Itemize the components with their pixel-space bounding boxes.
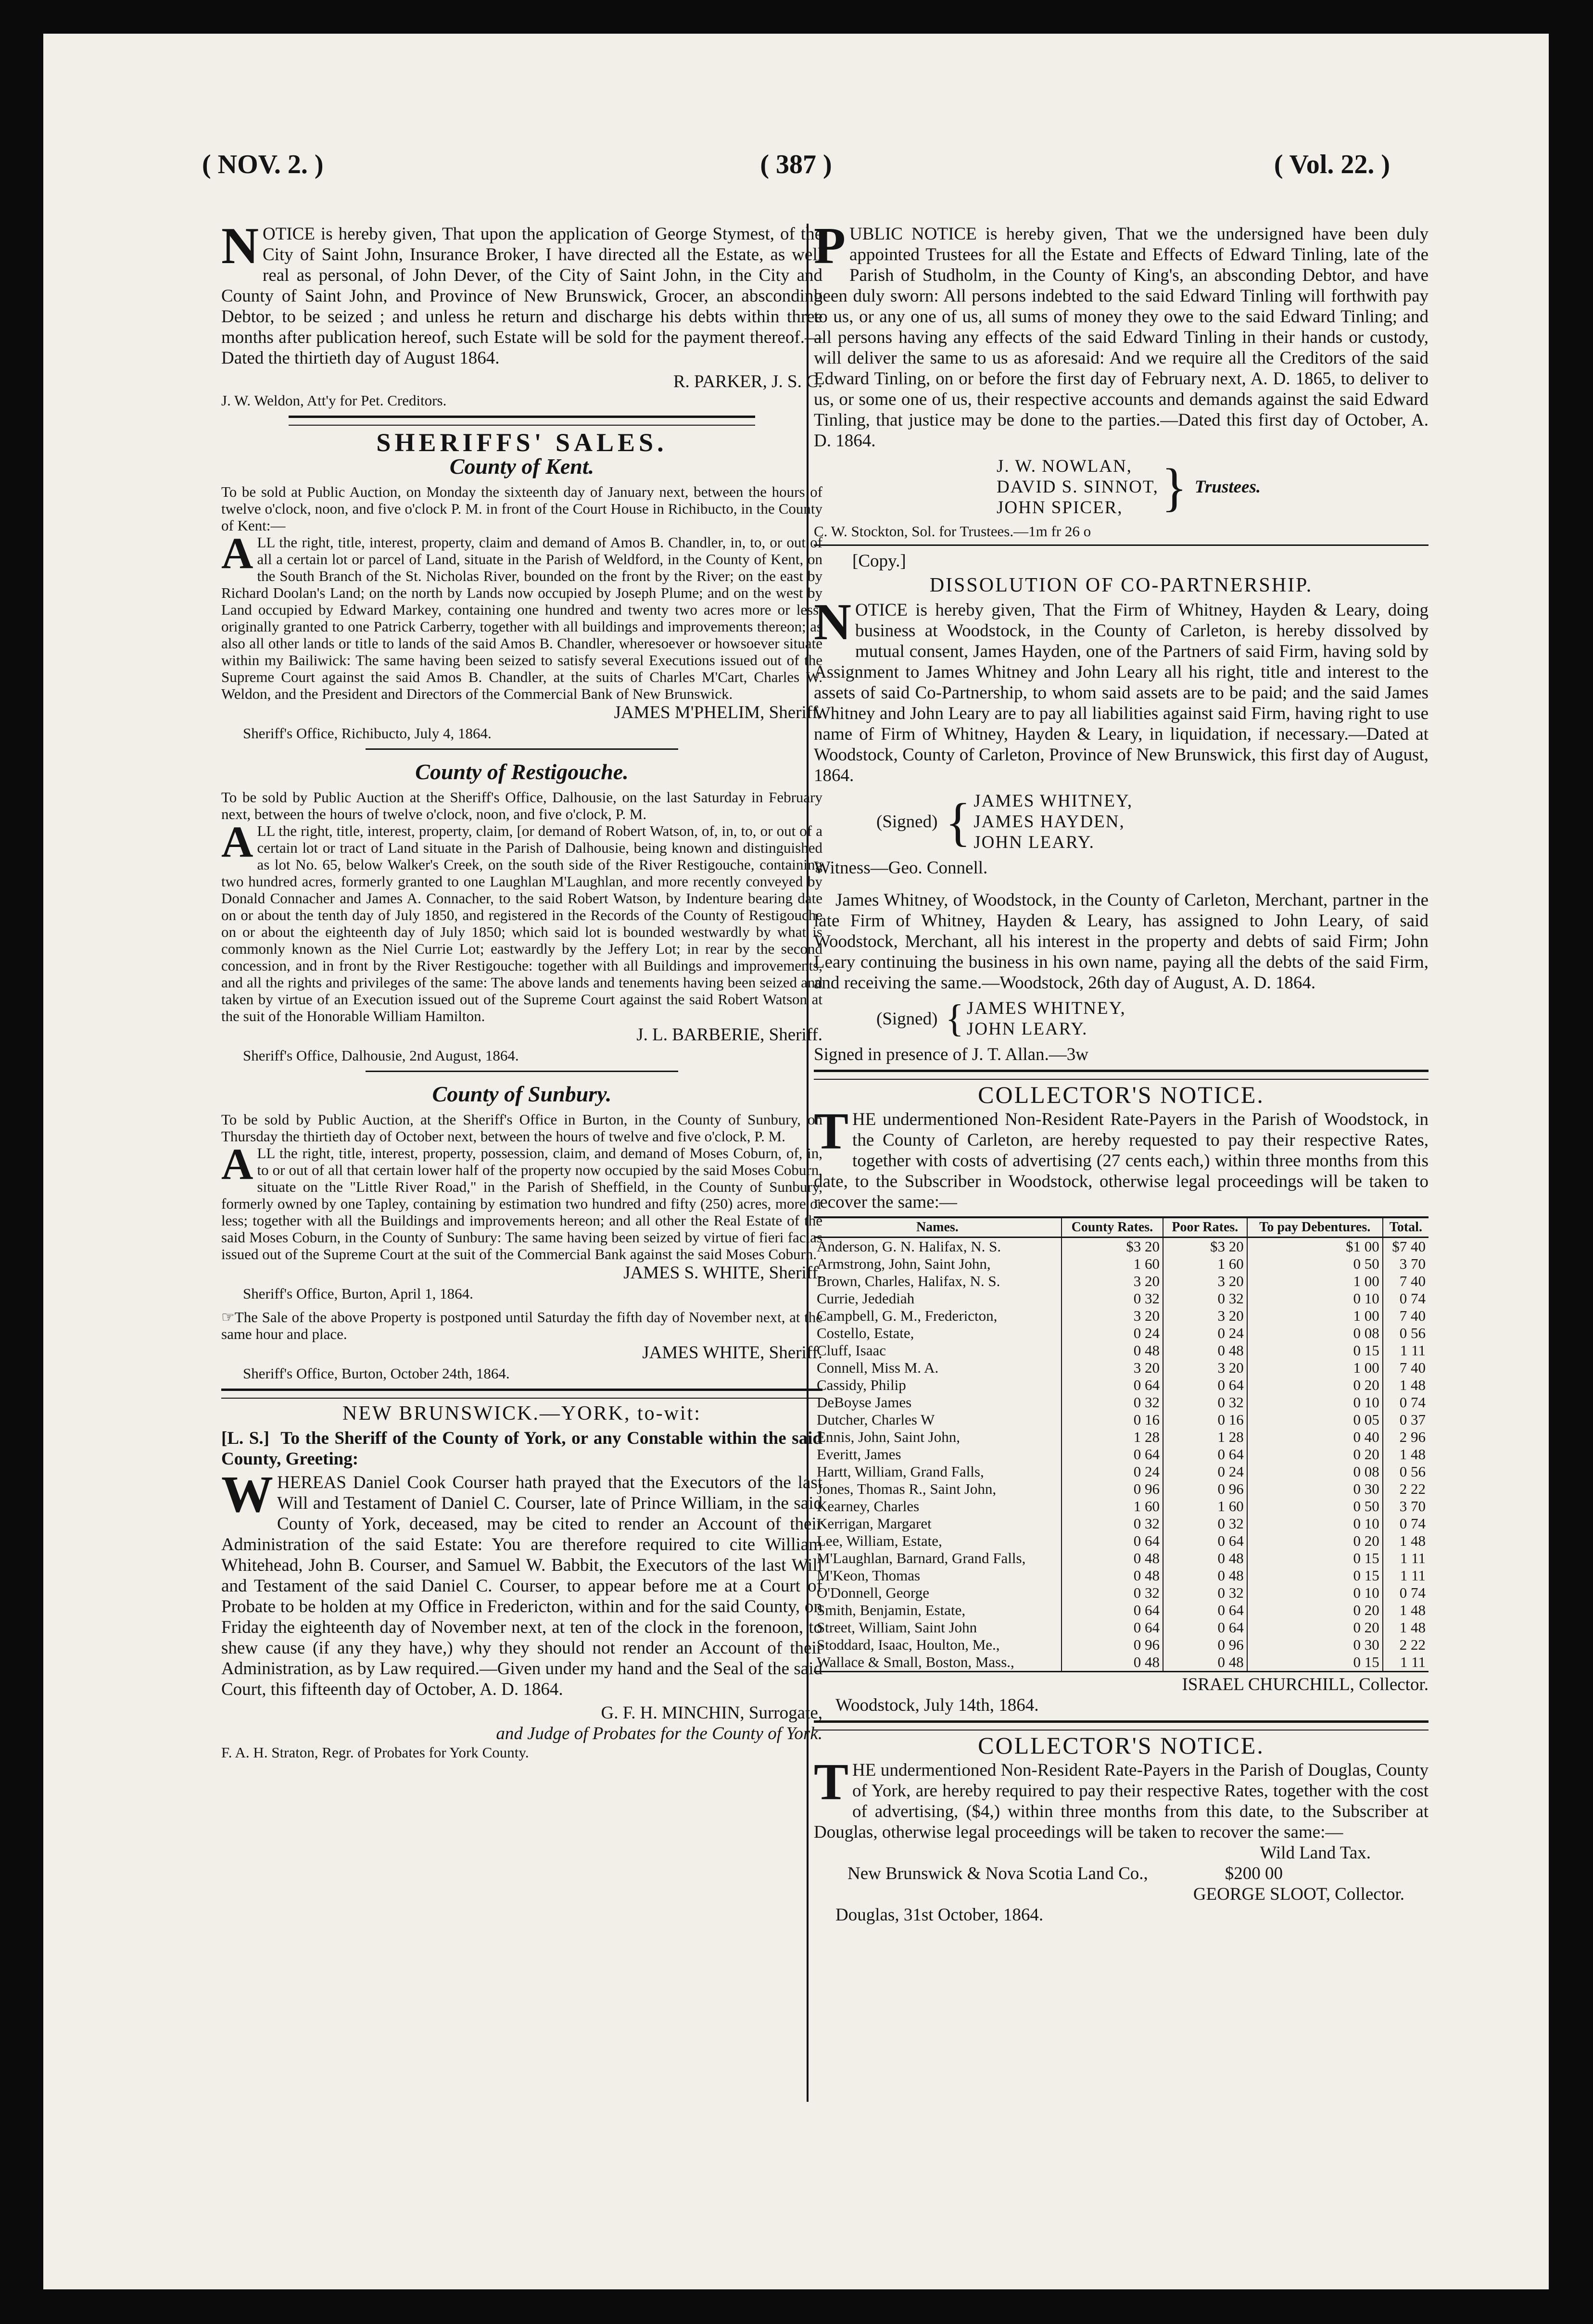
rate-cell: 1 48 bbox=[1383, 1446, 1429, 1463]
payer-name-cell: Costello, Estate, bbox=[817, 1325, 914, 1341]
payer-name-cell: Campbell, G. M., Fredericton, bbox=[817, 1307, 998, 1324]
rate-cell: 1 00 bbox=[1247, 1307, 1383, 1325]
table-row bbox=[814, 1636, 1429, 1654]
tinling-public-notice bbox=[814, 217, 1429, 540]
sale-intro: To be sold by Public Auction at the Sheriff's Office, Dalhousie, on the last Saturday in February next, between the hours of twelve o'clock, noon, and five o'clock, P. M. bbox=[221, 789, 822, 822]
payer-name-cell: M'Keon, Thomas bbox=[817, 1567, 921, 1584]
probate-notice bbox=[221, 1403, 822, 1761]
section-rule bbox=[814, 1070, 1429, 1080]
payer-name-cell: Wallace & Small, Boston, Mass., bbox=[814, 1654, 1062, 1672]
divider bbox=[366, 1071, 678, 1072]
drop-cap: N bbox=[814, 594, 851, 651]
rate-cell: 3 70 bbox=[1383, 1498, 1429, 1515]
drop-cap: P bbox=[814, 217, 846, 275]
signer-name: JAMES HAYDEN, bbox=[974, 812, 1125, 832]
trustee-name: DAVID S. SINNOT, bbox=[997, 477, 1159, 497]
table-row bbox=[814, 1273, 1429, 1290]
page-number: ( 387 ) bbox=[760, 150, 832, 179]
payer-name-cell: Cluff, Isaac bbox=[817, 1342, 886, 1359]
payer-name-cell: Connell, Miss M. A. bbox=[817, 1359, 939, 1376]
brace-glyph: } bbox=[1161, 457, 1187, 517]
rate-cell: 0 48 bbox=[1163, 1567, 1247, 1584]
rate-cell: 3 70 bbox=[1383, 1255, 1429, 1273]
notice-signer: R. PARKER, J. S. C. bbox=[673, 372, 822, 392]
rate-cell: 7 40 bbox=[1383, 1307, 1429, 1325]
payer-name-cell: Street, William, Saint John bbox=[817, 1619, 977, 1636]
issue-date: ( NOV. 2. ) bbox=[202, 150, 324, 179]
rate-cell: 0 64 bbox=[1163, 1619, 1247, 1636]
rate-cell: 7 40 bbox=[1383, 1273, 1429, 1290]
assignment-text: James Whitney, of Woodstock, in the County of Carleton, Merchant, partner in the late Firm of Whitney, Hayden & Leary, has assigned to John Leary, of said Woodstock, Merchant, all his interest in the property and debts of said Firm; John Leary continuing the business in his own name, paying all the debts of the said Firm, and receiving the same.—Woodstock, 26th day of August, A. D. 1864. bbox=[814, 890, 1429, 993]
rate-cell: 1 11 bbox=[1383, 1342, 1429, 1359]
partners-signature bbox=[876, 791, 1429, 853]
rate-cell: 0 40 bbox=[1247, 1428, 1383, 1446]
rate-cell: 1 48 bbox=[1383, 1377, 1429, 1394]
rates-table bbox=[814, 1216, 1429, 1672]
rate-cell: 0 50 bbox=[1247, 1498, 1383, 1515]
drop-cap: N bbox=[221, 217, 259, 275]
signed-label: (Signed) bbox=[876, 1009, 938, 1029]
table-row bbox=[814, 1394, 1429, 1411]
rate-cell: 0 32 bbox=[1163, 1584, 1247, 1602]
rates-table-body bbox=[814, 1238, 1429, 1672]
rate-cell: 0 20 bbox=[1247, 1602, 1383, 1619]
section-rule bbox=[814, 1720, 1429, 1730]
trustee-name: JOHN SPICER, bbox=[997, 498, 1123, 518]
payer-name-cell: Armstrong, John, Saint John, bbox=[817, 1255, 991, 1272]
table-row bbox=[814, 1654, 1429, 1672]
rate-cell: 7 40 bbox=[1383, 1359, 1429, 1377]
sheriff-office: Sheriff's Office, Burton, April 1, 1864. bbox=[243, 1285, 473, 1302]
assignment-signature bbox=[876, 998, 1429, 1039]
trustees-label: Trustees. bbox=[1194, 477, 1261, 497]
table-row bbox=[814, 1584, 1429, 1602]
left-column bbox=[221, 217, 823, 1761]
rate-cell: 0 32 bbox=[1163, 1394, 1247, 1411]
rate-cell: 0 10 bbox=[1247, 1394, 1383, 1411]
rate-cell: 0 15 bbox=[1247, 1342, 1383, 1359]
rate-cell: 1 28 bbox=[1163, 1428, 1247, 1446]
payer-name-cell: Hartt, William, Grand Falls, bbox=[817, 1463, 984, 1480]
rate-cell: 0 24 bbox=[1163, 1463, 1247, 1480]
rate-cell: 1 60 bbox=[1062, 1255, 1163, 1273]
collector-name: ISRAEL CHURCHILL, Collector. bbox=[1182, 1675, 1429, 1694]
probate-address: To the Sheriff of the County of York, or any Constable within the said County, Greeting: bbox=[221, 1428, 823, 1469]
trustees-signature bbox=[997, 456, 1429, 518]
payer-name-cell: Cassidy, Philip bbox=[817, 1377, 906, 1393]
rate-cell: 0 08 bbox=[1247, 1463, 1383, 1480]
column-header: County Rates. bbox=[1062, 1217, 1163, 1238]
rate-cell: 1 00 bbox=[1247, 1359, 1383, 1377]
rate-cell: 0 74 bbox=[1383, 1290, 1429, 1307]
rate-cell: 0 15 bbox=[1247, 1567, 1383, 1584]
table-row bbox=[814, 1359, 1429, 1377]
rate-cell: 0 15 bbox=[1247, 1550, 1383, 1567]
rate-cell: 0 10 bbox=[1247, 1290, 1383, 1307]
rate-cell: 3 20 bbox=[1062, 1273, 1163, 1290]
rate-cell: 0 48 bbox=[1062, 1567, 1163, 1584]
rate-cell: 0 20 bbox=[1247, 1532, 1383, 1550]
column-header: Poor Rates. bbox=[1163, 1217, 1247, 1238]
table-row bbox=[814, 1290, 1429, 1307]
payer-name-cell: Kearney, Charles bbox=[817, 1498, 920, 1515]
rate-cell: 0 20 bbox=[1247, 1619, 1383, 1636]
rate-cell: 0 24 bbox=[1163, 1325, 1247, 1342]
brace-glyph: { bbox=[945, 792, 971, 851]
dissolution-title: DISSOLUTION OF CO-PARTNERSHIP. bbox=[929, 574, 1313, 596]
sale-body: LL the right, title, interest, property, possession, claim, and demand of Moses Coburn, of, in, to or out of all that certain lower half of the property now occupied by the said Moses Coburn, situate on the "Little River Road," in the Parish of Sheffield, in the County of Sunbury, formerly owned by one Tapley, containing by estimation two hundred and fifty (250) acres, more or less; together with all the Buildings and improvements hereon; and all other the Real Estate of the said Moses Coburn, in the County of Sunbury: The same having been seized by virtue of fieri facias issued out of the Supreme Court at the suit of the Commercial Bank against the said Moses Coburn. bbox=[221, 1145, 822, 1263]
rate-cell: 1 11 bbox=[1383, 1567, 1429, 1584]
newspaper-page bbox=[43, 34, 1549, 2289]
rate-cell: $3 20 bbox=[1163, 1238, 1247, 1256]
sheriff-name: J. L. BARBERIE, Sheriff. bbox=[636, 1025, 822, 1045]
payer-name-cell: Lee, William, Estate, bbox=[817, 1532, 942, 1549]
payer-name-cell: Anderson, G. N. Halifax, N. S. bbox=[817, 1238, 1001, 1255]
collector-text: HE undermentioned Non-Resident Rate-Payers in the Parish of Douglas, County of York, are hereby required to pay their respective Rates, together with the cost of advertising, ($4,) within three months from this date, to the Subscriber at Douglas, otherwise legal proceedings will be taken to recover the same:— bbox=[814, 1760, 1429, 1842]
payer-name-cell: DeBoyse James bbox=[817, 1394, 912, 1411]
table-row bbox=[814, 1428, 1429, 1446]
collector-date: Douglas, 31st October, 1864. bbox=[835, 1905, 1044, 1925]
rate-cell: 0 48 bbox=[1062, 1342, 1163, 1359]
signed-label: (Signed) bbox=[876, 812, 938, 832]
rate-cell: 2 22 bbox=[1383, 1480, 1429, 1498]
signer-name: JAMES WHITNEY, bbox=[966, 998, 1126, 1018]
payer-name-cell: M'Laughlan, Barnard, Grand Falls, bbox=[817, 1550, 1026, 1566]
rate-cell: 3 20 bbox=[1062, 1307, 1163, 1325]
section-rule bbox=[289, 416, 755, 426]
dissolution-text: OTICE is hereby given, That the Firm of Whitney, Hayden & Leary, doing business at Woodstock, in the County of Carleton, is hereby dissolved by mutual consent, James Hayden, one of the Partners of said Firm, having sold by Assignment to James Whitney and John Leary all his right, title and interest to the assets of said Co-Partnership, to whom said assets are to be paid; and the said James Whitney and John Leary are to pay all liabilities against said Firm, having right to use name of Firm of Whitney, Hayden & Leary, in liquidation, if necessary.—Dated at Woodstock, County of Carleton, Province of New Brunswick, this first day of August, 1864. bbox=[814, 600, 1429, 785]
rate-cell: 0 48 bbox=[1062, 1550, 1163, 1567]
rate-cell: 3 20 bbox=[1163, 1273, 1247, 1290]
table-row bbox=[814, 1255, 1429, 1273]
copy-mark: [Copy.] bbox=[852, 551, 906, 571]
rate-cell: 0 24 bbox=[1062, 1325, 1163, 1342]
drop-cap: T bbox=[814, 1754, 849, 1811]
sale-restigouche bbox=[221, 761, 822, 1066]
signer-name: JOHN LEARY. bbox=[974, 833, 1095, 852]
county-heading: County of Kent. bbox=[449, 454, 594, 479]
sheriff-name: JAMES M'PHELIM, Sheriff. bbox=[614, 703, 822, 722]
table-row bbox=[814, 1515, 1429, 1532]
county-heading: County of Restigouche. bbox=[415, 759, 629, 784]
rate-cell: 0 74 bbox=[1383, 1584, 1429, 1602]
notice-text: OTICE is hereby given, That upon the application of George Stymest, of the City of Saint John, Insurance Broker, I have directed all the Estate, as well real as personal, of John Dever, of the City of Saint John, in the City and County of Saint John, and Province of New Brunswick, Grocer, an absconding Debtor, to be seized ; and unless he return and discharge his debts within three months after publication hereof, such Estate will be sold for the payment thereof.—Dated the thirtieth day of August 1864. bbox=[221, 224, 822, 368]
rate-cell: 0 30 bbox=[1247, 1636, 1383, 1654]
rate-cell: 1 60 bbox=[1062, 1498, 1163, 1515]
collector-name: GEORGE SLOOT, Collector. bbox=[1193, 1884, 1404, 1904]
table-row bbox=[814, 1550, 1429, 1567]
table-header-row bbox=[814, 1217, 1429, 1238]
table-row bbox=[814, 1532, 1429, 1550]
divider bbox=[814, 544, 1429, 546]
rate-cell: 0 64 bbox=[1062, 1446, 1163, 1463]
sheriff-office: Sheriff's Office, Burton, October 24th, 1864. bbox=[243, 1365, 510, 1382]
payer-name-cell: Brown, Charles, Halifax, N. S. bbox=[817, 1273, 1000, 1289]
rate-cell: 0 96 bbox=[1062, 1480, 1163, 1498]
rate-cell: 0 48 bbox=[1163, 1550, 1247, 1567]
rate-cell: 0 64 bbox=[1062, 1377, 1163, 1394]
table-row bbox=[814, 1307, 1429, 1325]
signer-name: JAMES WHITNEY, bbox=[974, 791, 1133, 811]
table-row bbox=[814, 1498, 1429, 1515]
rate-cell: 1 11 bbox=[1383, 1550, 1429, 1567]
rate-cell: 0 08 bbox=[1247, 1325, 1383, 1342]
rate-cell: 2 96 bbox=[1383, 1428, 1429, 1446]
rate-cell: 0 37 bbox=[1383, 1411, 1429, 1428]
drop-cap: A bbox=[221, 817, 253, 866]
rate-cell: 0 16 bbox=[1163, 1411, 1247, 1428]
rate-cell: 2 22 bbox=[1383, 1636, 1429, 1654]
payer-name-cell: O'Donnell, George bbox=[817, 1584, 930, 1601]
payer-name-cell: Currie, Jedediah bbox=[817, 1290, 915, 1307]
sale-body: LL the right, title, interest, property, claim, [or demand of Robert Watson, of, in, to, or out of a certain lot or tract of Land situate in the Parish of Dalhousie, being known and distinguished as lot No. 65, below Walker's Creek, on the south side of the River Restigouche, containing two hundred acres, formerly granted to one Laughlan M'Laughlan, and more recently conveyed by Donald Connacher and James A. Connacher, to the said Robert Watson, by Indenture bearing date on or about the tenth day of July 1850, and registered in the Records of the County of Restigouche on or about the eighteenth day of July 1850; which said lot is bounded westwardly by what is commonly known as the Niel Currie Lot; eastwardly by the Jeffery Lot; in rear by the second concession, and in front by the River Restigouche: together with all Buildings and improvements, and all the rights and privileges of the same: The above lands and tenements having been seized and taken by virtue of an Execution issued out of the Supreme Court against the said Robert Watson at the suit of the Honorable William Hamilton. bbox=[221, 822, 822, 1024]
sale-body: LL the right, title, interest, property, claim and demand of Amos B. Chandler, in, to, or out of all a certain lot or parcel of Land, situate in the Parish of Weldford, in the County of Kent, on the South Branch of the St. Nicholas River, bounded on the front by the River; on the east by Richard Doolan's Land; on the north by Lands now occupied by Joseph Plume; and on the west by Land occupied by Edward Markey, containing one hundred and twenty two acres more or less, originally granted to one Patrick Carberry, together with all buildings and improvements thereon; as also all other lands or title to lands of the said Amos B. Chandler, wheresoever or howsoever situate within my Bailiwick: The same having been seized to satisfy several Executions issued out of the Supreme Court against the said Amos B. Chandler, at the suits of Charles M'Cart, Charles W. Weldon, and the President and Directors of the Commercial Bank of New Brunswick. bbox=[221, 534, 822, 702]
probate-body: HEREAS Daniel Cook Courser hath prayed that the Executors of the last Will and Testament of Daniel C. Courser, late of Prince William, in the said County of York, deceased, may be cited to render an Account of their Administration of the said Estate: You are therefore required to cite William Whitehead, John B. Courser, and Samuel W. Babbit, the Executors of the last Will and Testament of the said Daniel C. Courser, to appear before me at a Court of Probate to be holden at my Office in Fredericton, within and for the said County, on Friday the eighteenth day of November next, at ten of the clock in the forenoon, to shew cause (if any they have,) why they should not render an Account of their Administration, as by Law required.—Given under my hand and the Seal of the said Court, this fifteenth day of October, A. D. 1864. bbox=[221, 1473, 822, 1699]
rate-cell: 0 64 bbox=[1062, 1602, 1163, 1619]
table-row bbox=[814, 1238, 1429, 1256]
rate-cell: 3 20 bbox=[1062, 1359, 1163, 1377]
rate-cell: 0 74 bbox=[1383, 1515, 1429, 1532]
rate-cell: 0 96 bbox=[1163, 1480, 1247, 1498]
table-row bbox=[814, 1377, 1429, 1394]
payer-name-cell: Stoddard, Isaac, Houlton, Me., bbox=[817, 1636, 1000, 1653]
wild-land-tax-label: Wild Land Tax. bbox=[1260, 1843, 1371, 1863]
table-row bbox=[814, 1602, 1429, 1619]
postponement-notice: ☞The Sale of the above Property is postponed until Saturday the fifth day of November next, at the same hour and place. bbox=[221, 1309, 822, 1342]
probate-title: NEW BRUNSWICK.—YORK, to-wit: bbox=[342, 1402, 701, 1425]
rate-cell: 0 32 bbox=[1062, 1515, 1163, 1532]
rate-cell: 0 32 bbox=[1062, 1290, 1163, 1307]
sheriff-name: JAMES WHITE, Sheriff. bbox=[642, 1343, 822, 1363]
rate-cell: 3 20 bbox=[1163, 1359, 1247, 1377]
collector-notice-woodstock bbox=[814, 1081, 1429, 1716]
rate-cell: 0 64 bbox=[1062, 1532, 1163, 1550]
rate-cell: 0 32 bbox=[1163, 1515, 1247, 1532]
rate-cell: 0 96 bbox=[1062, 1636, 1163, 1654]
surrogate-title: and Judge of Probates for the County of York. bbox=[496, 1724, 822, 1743]
rate-cell: 0 16 bbox=[1062, 1411, 1163, 1428]
rate-cell: 0 24 bbox=[1062, 1463, 1163, 1480]
rate-cell: 0 64 bbox=[1062, 1619, 1163, 1636]
rate-cell: 0 10 bbox=[1247, 1584, 1383, 1602]
rate-cell: 1 11 bbox=[1383, 1654, 1429, 1672]
payer-name-cell: Everitt, James bbox=[817, 1446, 901, 1463]
column-header: To pay Debentures. bbox=[1247, 1217, 1383, 1238]
sheriff-name: JAMES S. WHITE, Sheriff. bbox=[623, 1263, 822, 1283]
collector-date: Woodstock, July 14th, 1864. bbox=[835, 1695, 1039, 1715]
right-column bbox=[814, 217, 1429, 1925]
collector-text: HE undermentioned Non-Resident Rate-Payers in the Parish of Woodstock, in the County of Carleton, are hereby requested to pay their respective Rates, together with costs of advertising (27 cents each,) within three months from this date, to the Subscriber in Woodstock, otherwise legal proceedings will be taken to recover the same:— bbox=[814, 1110, 1429, 1212]
rate-cell: 0 20 bbox=[1247, 1446, 1383, 1463]
rate-cell: 0 15 bbox=[1247, 1654, 1383, 1672]
rate-cell: 0 64 bbox=[1163, 1532, 1247, 1550]
table-row bbox=[814, 1619, 1429, 1636]
sheriffs-sales-heading: SHERIFFS' SALES. bbox=[376, 428, 668, 457]
solicitor: C. W. Stockton, Sol. for Trustees.—1m fr 26 o bbox=[814, 523, 1091, 540]
sale-intro: To be sold at Public Auction, on Monday the sixteenth day of January next, between the hours of twelve o'clock, noon, and five o'clock P. M. in front of the Court House in Richibucto, in the County of Kent:— bbox=[221, 483, 822, 534]
payer-name-cell: Kerrigan, Margaret bbox=[817, 1515, 932, 1532]
collector-title: COLLECTOR'S NOTICE. bbox=[978, 1732, 1264, 1759]
rate-cell: 1 48 bbox=[1383, 1602, 1429, 1619]
land-company: New Brunswick & Nova Scotia Land Co., bbox=[847, 1864, 1148, 1883]
section-rule bbox=[221, 1389, 822, 1399]
payer-name-cell: Smith, Benjamin, Estate, bbox=[817, 1602, 966, 1618]
collector-notice-douglas bbox=[814, 1732, 1429, 1925]
sheriff-office: Sheriff's Office, Richibucto, July 4, 1864. bbox=[243, 725, 492, 742]
rate-cell: 0 56 bbox=[1383, 1463, 1429, 1480]
rate-cell: 0 50 bbox=[1247, 1255, 1383, 1273]
rate-cell: 0 10 bbox=[1247, 1515, 1383, 1532]
rate-cell: 0 64 bbox=[1163, 1602, 1247, 1619]
rate-cell: 0 32 bbox=[1163, 1290, 1247, 1307]
signer-name: JOHN LEARY. bbox=[966, 1019, 1088, 1039]
table-row bbox=[814, 1342, 1429, 1359]
rate-cell: 1 00 bbox=[1247, 1273, 1383, 1290]
rate-cell: 0 48 bbox=[1163, 1342, 1247, 1359]
drop-cap: T bbox=[814, 1103, 849, 1160]
rate-cell: 1 60 bbox=[1163, 1255, 1247, 1273]
rate-cell: 0 05 bbox=[1247, 1411, 1383, 1428]
drop-cap: A bbox=[221, 529, 253, 578]
dissolution-notice bbox=[814, 551, 1429, 1065]
payer-name-cell: Ennis, John, Saint John, bbox=[817, 1428, 960, 1445]
rate-cell: $7 40 bbox=[1383, 1238, 1429, 1256]
rate-cell: 0 96 bbox=[1163, 1636, 1247, 1654]
rate-cell: 0 64 bbox=[1163, 1446, 1247, 1463]
surrogate-signer: G. F. H. MINCHIN, Surrogate, bbox=[601, 1703, 822, 1723]
notice-text: UBLIC NOTICE is hereby given, That we the undersigned have been duly appointed Trustees for all the Estate and Effects of Edward Tinling, late of the Parish of Studholm, in the County of King's, an absconding Debtor, and have been duly sworn: All persons indebted to the said Edward Tinling will forthwith pay to us, or any one of us, all sums of money they owe to the said Edward Tinling; and all persons having any effects of the said Edward Tinling in their hands or custody, will deliver the same to us as aforesaid: And we require all the Creditors of the said Edward Tinling, on or before the first day of February next, A. D. 1865, to deliver to us, or some one of us, their respective accounts and demands against the said Edward Tinling, that justice may be done to the parties.—Dated this first day of October, A. D. 1864. bbox=[814, 224, 1429, 451]
registrar: F. A. H. Straton, Regr. of Probates for York County. bbox=[221, 1744, 529, 1761]
table-row bbox=[814, 1446, 1429, 1463]
notice-attorney: J. W. Weldon, Att'y for Pet. Creditors. bbox=[221, 392, 447, 409]
rate-cell: 0 48 bbox=[1062, 1654, 1163, 1672]
rate-cell: 0 74 bbox=[1383, 1394, 1429, 1411]
rate-cell: 1 28 bbox=[1062, 1428, 1163, 1446]
table-row bbox=[814, 1463, 1429, 1480]
page-header bbox=[202, 139, 1390, 192]
rate-cell: 0 20 bbox=[1247, 1377, 1383, 1394]
sheriff-office: Sheriff's Office, Dalhousie, 2nd August, 1864. bbox=[243, 1047, 519, 1064]
tax-amount: $200 00 bbox=[1225, 1864, 1283, 1883]
rate-cell: 0 48 bbox=[1163, 1654, 1247, 1672]
collector-title: COLLECTOR'S NOTICE. bbox=[978, 1081, 1264, 1108]
seal-mark: [L. S.] bbox=[221, 1428, 269, 1448]
rate-cell: 0 56 bbox=[1383, 1325, 1429, 1342]
column-header: Names. bbox=[814, 1217, 1062, 1238]
sale-kent bbox=[221, 456, 822, 744]
table-row bbox=[814, 1480, 1429, 1498]
rate-cell: 1 48 bbox=[1383, 1532, 1429, 1550]
county-heading: County of Sunbury. bbox=[432, 1082, 612, 1106]
payer-name-cell: Dutcher, Charles W bbox=[817, 1411, 935, 1428]
payer-name-cell: Jones, Thomas R., Saint John, bbox=[817, 1480, 997, 1497]
rate-cell: 1 48 bbox=[1383, 1619, 1429, 1636]
rate-cell: 0 64 bbox=[1163, 1377, 1247, 1394]
rate-cell: 1 60 bbox=[1163, 1498, 1247, 1515]
witness: Witness—Geo. Connell. bbox=[814, 858, 988, 878]
table-row bbox=[814, 1325, 1429, 1342]
rate-cell: $3 20 bbox=[1062, 1238, 1163, 1256]
table-row bbox=[814, 1567, 1429, 1584]
volume-number: ( Vol. 22. ) bbox=[1274, 150, 1390, 179]
divider bbox=[366, 748, 678, 750]
rate-cell: 3 20 bbox=[1163, 1307, 1247, 1325]
rate-cell: 0 32 bbox=[1062, 1584, 1163, 1602]
column-header: Total. bbox=[1383, 1217, 1429, 1238]
drop-cap: A bbox=[221, 1139, 253, 1188]
sale-sunbury bbox=[221, 1084, 822, 1384]
sale-intro: To be sold by Public Auction, at the Sheriff's Office in Burton, in the County of Sunbury, on Thursday the thirtieth day of October next, between the hours of twelve and five o'clock, P. M. bbox=[221, 1111, 822, 1145]
rate-cell: 0 32 bbox=[1062, 1394, 1163, 1411]
signed-presence: Signed in presence of J. T. Allan.—3w bbox=[814, 1045, 1089, 1064]
table-row bbox=[814, 1411, 1429, 1428]
brace-glyph: { bbox=[945, 998, 964, 1040]
drop-cap: W bbox=[221, 1466, 273, 1523]
trustee-name: J. W. NOWLAN, bbox=[997, 456, 1132, 476]
rate-cell: 0 30 bbox=[1247, 1480, 1383, 1498]
rate-cell: $1 00 bbox=[1247, 1238, 1383, 1256]
notice-stymest bbox=[221, 217, 822, 409]
